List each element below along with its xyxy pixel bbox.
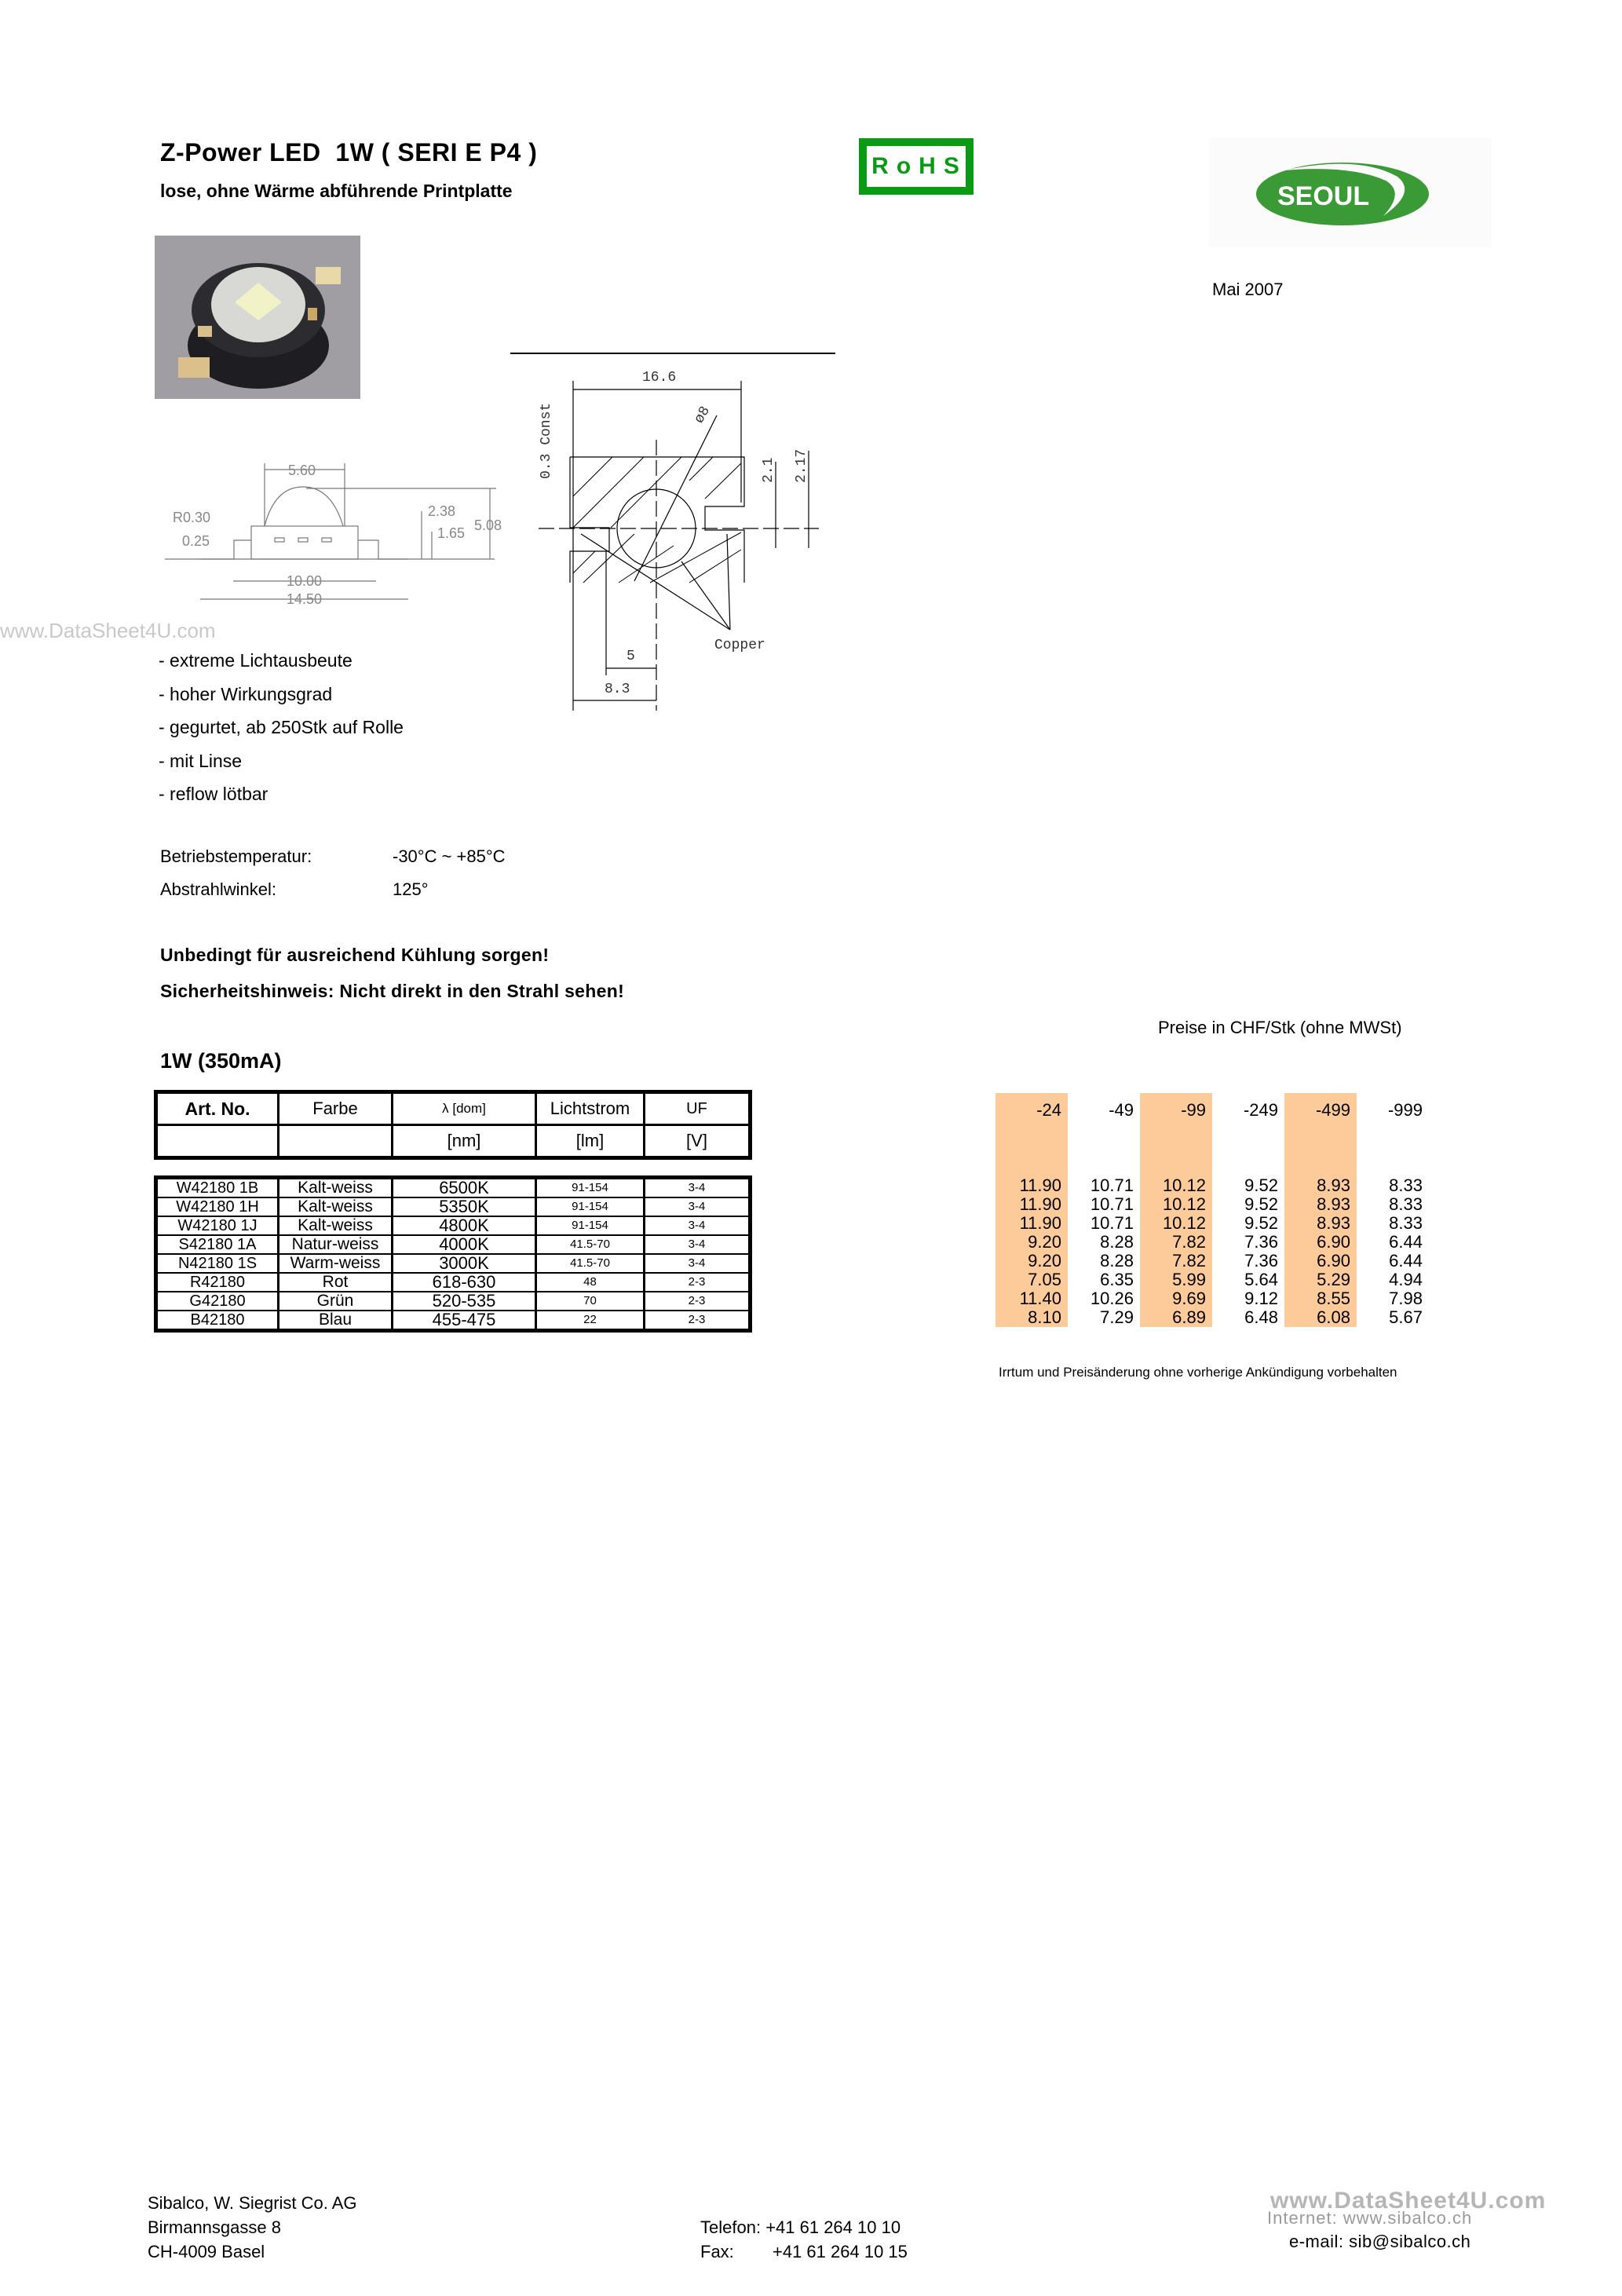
voltage-cell: 3-4 — [645, 1254, 751, 1273]
feature-item: - gegurtet, ab 250Stk auf Rolle — [159, 717, 404, 737]
price-column — [1284, 1093, 1357, 1327]
price-cell: 5.29 — [1317, 1270, 1350, 1289]
voltage-cell: 2-3 — [645, 1292, 751, 1311]
feature-list — [159, 644, 404, 811]
color-cell: Kalt-weiss — [279, 1178, 393, 1198]
price-cell: 8.28 — [1100, 1251, 1134, 1270]
price-cell: 10.71 — [1090, 1213, 1134, 1233]
price-cell: 10.71 — [1090, 1194, 1134, 1214]
price-cell: 6.44 — [1389, 1251, 1423, 1270]
table-row — [156, 1216, 751, 1235]
price-column — [995, 1093, 1068, 1327]
svg-text:R0.30: R0.30 — [173, 510, 211, 525]
feature-item: - extreme Lichtausbeute — [159, 650, 353, 671]
table-row — [156, 1197, 751, 1216]
col-header-farbe: Farbe — [279, 1092, 393, 1125]
price-cell: 6.89 — [1172, 1307, 1206, 1327]
price-cell: 9.69 — [1172, 1289, 1206, 1308]
email-link[interactable]: e-mail: sib@sibalco.ch — [1289, 2232, 1471, 2251]
svg-text:1.65: 1.65 — [437, 525, 466, 541]
color-cell: Kalt-weiss — [279, 1197, 393, 1216]
price-column — [1140, 1093, 1212, 1327]
product-table-header — [154, 1090, 752, 1160]
section-title: 1W (350mA) — [160, 1049, 282, 1073]
svg-text:0.25: 0.25 — [182, 533, 210, 549]
col-header-lichtstrom: Lichtstrom — [536, 1092, 645, 1125]
voltage-cell: 3-4 — [645, 1197, 751, 1216]
price-cell: 6.90 — [1317, 1251, 1350, 1270]
svg-text:8.3: 8.3 — [605, 682, 630, 697]
footer-address — [148, 2191, 357, 2264]
flux-cell: 91-154 — [536, 1197, 645, 1216]
price-cell: 6.44 — [1389, 1232, 1423, 1252]
rohs-label: RoHS — [871, 153, 967, 179]
wavelength-cell: 4000K — [393, 1235, 536, 1254]
seoul-logo-icon — [1209, 137, 1492, 247]
flux-cell: 48 — [536, 1273, 645, 1292]
spec-label: Betriebstemperatur: — [160, 846, 312, 866]
price-cell: 9.52 — [1244, 1175, 1278, 1195]
art-no-cell: G42180 — [156, 1292, 279, 1311]
wavelength-cell: 3000K — [393, 1254, 536, 1273]
art-no-cell: R42180 — [156, 1273, 279, 1292]
unit-cell — [279, 1125, 393, 1158]
unit-cell: [nm] — [393, 1125, 536, 1158]
voltage-cell: 2-3 — [645, 1311, 751, 1331]
street: Birmannsgasse 8 — [148, 2217, 281, 2237]
price-column — [1357, 1093, 1429, 1327]
art-no-cell: W42180 1H — [156, 1197, 279, 1216]
color-cell: Warm-weiss — [279, 1254, 393, 1273]
svg-text:5: 5 — [627, 649, 635, 664]
qty-header: -999 — [1387, 1100, 1423, 1120]
flux-cell: 41.5-70 — [536, 1235, 645, 1254]
voltage-cell: 3-4 — [645, 1178, 751, 1198]
feature-item: - mit Linse — [159, 750, 243, 771]
color-cell: Kalt-weiss — [279, 1216, 393, 1235]
watermark-link[interactable]: www.DataSheet4U.com — [1270, 2188, 1547, 2214]
spec-value: 125° — [393, 879, 429, 899]
price-cell: 4.94 — [1389, 1270, 1423, 1289]
price-cell: 8.93 — [1317, 1213, 1350, 1233]
price-cell: 5.64 — [1244, 1270, 1278, 1289]
svg-text:2.17: 2.17 — [794, 448, 809, 483]
document-date: Mai 2007 — [1212, 280, 1284, 299]
table-row — [156, 1292, 751, 1311]
price-cell: 8.10 — [1028, 1307, 1061, 1327]
svg-text:0.3 Const: 0.3 Const — [539, 402, 554, 479]
price-cell: 10.71 — [1090, 1175, 1134, 1195]
spec-label: Abstrahlwinkel: — [160, 879, 276, 899]
price-cell: 11.90 — [1019, 1194, 1061, 1214]
wavelength-cell: 5350K — [393, 1197, 536, 1216]
seoul-logo — [1209, 137, 1492, 247]
flux-cell: 70 — [536, 1292, 645, 1311]
wavelength-cell: 4800K — [393, 1216, 536, 1235]
table-row — [156, 1273, 751, 1292]
art-no-cell: W42180 1B — [156, 1178, 279, 1198]
price-cell: 6.90 — [1317, 1232, 1350, 1252]
price-cell: 8.93 — [1317, 1175, 1350, 1195]
price-cell: 6.35 — [1100, 1270, 1134, 1289]
product-table — [154, 1175, 752, 1333]
voltage-cell: 2-3 — [645, 1273, 751, 1292]
wavelength-cell: 520-535 — [393, 1292, 536, 1311]
svg-text:16.6: 16.6 — [642, 370, 677, 386]
price-cell: 7.82 — [1172, 1232, 1206, 1252]
price-cell: 9.52 — [1244, 1213, 1278, 1233]
svg-text:5.60: 5.60 — [288, 462, 316, 478]
safety-warning: Sicherheitshinweis: Nicht direkt in den Strahl sehen! — [160, 981, 625, 1001]
unit-cell — [156, 1125, 279, 1158]
color-cell: Blau — [279, 1311, 393, 1331]
footer-contact — [700, 2215, 908, 2264]
price-cell: 6.08 — [1317, 1307, 1350, 1327]
phone-number: +41 61 264 10 10 — [765, 2217, 901, 2237]
svg-text:ø8: ø8 — [691, 404, 714, 426]
price-cell: 7.36 — [1244, 1232, 1278, 1252]
feature-item: - reflow lötbar — [159, 784, 269, 804]
price-cell: 7.98 — [1389, 1289, 1423, 1308]
price-cell: 7.36 — [1244, 1251, 1278, 1270]
svg-text:2.38: 2.38 — [428, 503, 456, 519]
table-row — [156, 1254, 751, 1273]
fax-label: Fax: — [700, 2242, 734, 2261]
website-link[interactable]: Internet: www.sibalco.ch — [1267, 2208, 1473, 2228]
price-cell: 5.67 — [1389, 1307, 1423, 1327]
price-cell: 10.26 — [1090, 1289, 1134, 1308]
flux-cell: 41.5-70 — [536, 1254, 645, 1273]
price-cell: 5.99 — [1172, 1270, 1206, 1289]
svg-text:2.1: 2.1 — [761, 457, 776, 483]
price-cell: 10.12 — [1162, 1175, 1206, 1195]
price-cell: 8.55 — [1317, 1289, 1350, 1308]
qty-header: -24 — [1036, 1100, 1061, 1120]
voltage-cell: 3-4 — [645, 1216, 751, 1235]
col-header-uf: UF — [645, 1092, 751, 1125]
pcb-cross-section-drawing — [509, 345, 838, 715]
product-photo — [155, 236, 360, 399]
col-header-wavelength: λ [dom] — [393, 1092, 536, 1125]
price-cell: 8.33 — [1389, 1213, 1423, 1233]
art-no-cell: N42180 1S — [156, 1254, 279, 1273]
color-cell: Natur-weiss — [279, 1235, 393, 1254]
price-cell: 7.05 — [1028, 1270, 1061, 1289]
table-row — [156, 1235, 751, 1254]
price-cell: 9.20 — [1028, 1232, 1061, 1252]
flux-cell: 91-154 — [536, 1216, 645, 1235]
price-column — [1068, 1093, 1140, 1327]
price-disclaimer: Irrtum und Preisänderung ohne vorherige Ankündigung vorbehalten — [999, 1365, 1397, 1380]
voltage-cell: 3-4 — [645, 1235, 751, 1254]
price-cell: 8.33 — [1389, 1194, 1423, 1214]
price-cell: 8.28 — [1100, 1232, 1134, 1252]
company-name: Sibalco, W. Siegrist Co. AG — [148, 2193, 357, 2213]
watermark-link[interactable]: www.DataSheet4U.com — [0, 619, 216, 642]
wavelength-cell: 6500K — [393, 1178, 536, 1198]
price-cell: 11.90 — [1019, 1175, 1061, 1195]
art-no-cell: B42180 — [156, 1311, 279, 1331]
fax-number: +41 61 264 10 15 — [773, 2242, 908, 2261]
price-note: Preise in CHF/Stk (ohne MWSt) — [1158, 1018, 1402, 1037]
svg-text:SEOUL: SEOUL — [1277, 181, 1370, 211]
color-cell: Rot — [279, 1273, 393, 1292]
flux-cell: 91-154 — [536, 1178, 645, 1198]
color-cell: Grün — [279, 1292, 393, 1311]
price-cell: 8.33 — [1389, 1175, 1423, 1195]
art-no-cell: S42180 1A — [156, 1235, 279, 1254]
wavelength-cell: 455-475 — [393, 1311, 536, 1331]
city: CH-4009 Basel — [148, 2242, 265, 2261]
price-cell: 9.52 — [1244, 1194, 1278, 1214]
price-cell: 7.29 — [1100, 1307, 1134, 1327]
qty-header: -249 — [1243, 1100, 1278, 1120]
price-cell: 10.12 — [1162, 1213, 1206, 1233]
phone-label: Telefon: — [700, 2217, 762, 2237]
qty-header: -49 — [1109, 1100, 1134, 1120]
svg-text:5.08: 5.08 — [474, 517, 502, 533]
price-cell: 11.40 — [1019, 1289, 1061, 1308]
page-title: Z-Power LED 1W ( SERI E P4 ) — [160, 138, 538, 166]
cooling-warning: Unbedingt für ausreichend Kühlung sorgen! — [160, 945, 550, 965]
svg-text:10.00: 10.00 — [287, 573, 323, 589]
unit-cell: [lm] — [536, 1125, 645, 1158]
qty-header: -99 — [1181, 1100, 1206, 1120]
feature-item: - hoher Wirkungsgrad — [159, 683, 333, 704]
wavelength-cell: 618-630 — [393, 1273, 536, 1292]
price-cell: 11.90 — [1019, 1213, 1061, 1233]
page-subtitle: lose, ohne Wärme abführende Printplatte — [160, 181, 513, 201]
price-cell: 6.48 — [1244, 1307, 1278, 1327]
col-header-art-no: Art. No. — [156, 1092, 279, 1125]
led-side-view-drawing — [157, 440, 510, 607]
price-cell: 8.93 — [1317, 1194, 1350, 1214]
price-cell: 10.12 — [1162, 1194, 1206, 1214]
unit-cell: [V] — [645, 1125, 751, 1158]
rohs-logo — [859, 138, 974, 195]
price-cell: 7.82 — [1172, 1251, 1206, 1270]
table-row — [156, 1311, 751, 1331]
table-row — [156, 1178, 751, 1198]
svg-text:14.50: 14.50 — [287, 591, 323, 607]
price-column — [1212, 1093, 1284, 1327]
price-cell: 9.20 — [1028, 1251, 1061, 1270]
svg-text:Copper: Copper — [714, 638, 765, 653]
art-no-cell: W42180 1J — [156, 1216, 279, 1235]
price-cell: 9.12 — [1244, 1289, 1278, 1308]
spec-value: -30°C ~ +85°C — [393, 846, 506, 866]
qty-header: -499 — [1315, 1100, 1350, 1120]
flux-cell: 22 — [536, 1311, 645, 1331]
